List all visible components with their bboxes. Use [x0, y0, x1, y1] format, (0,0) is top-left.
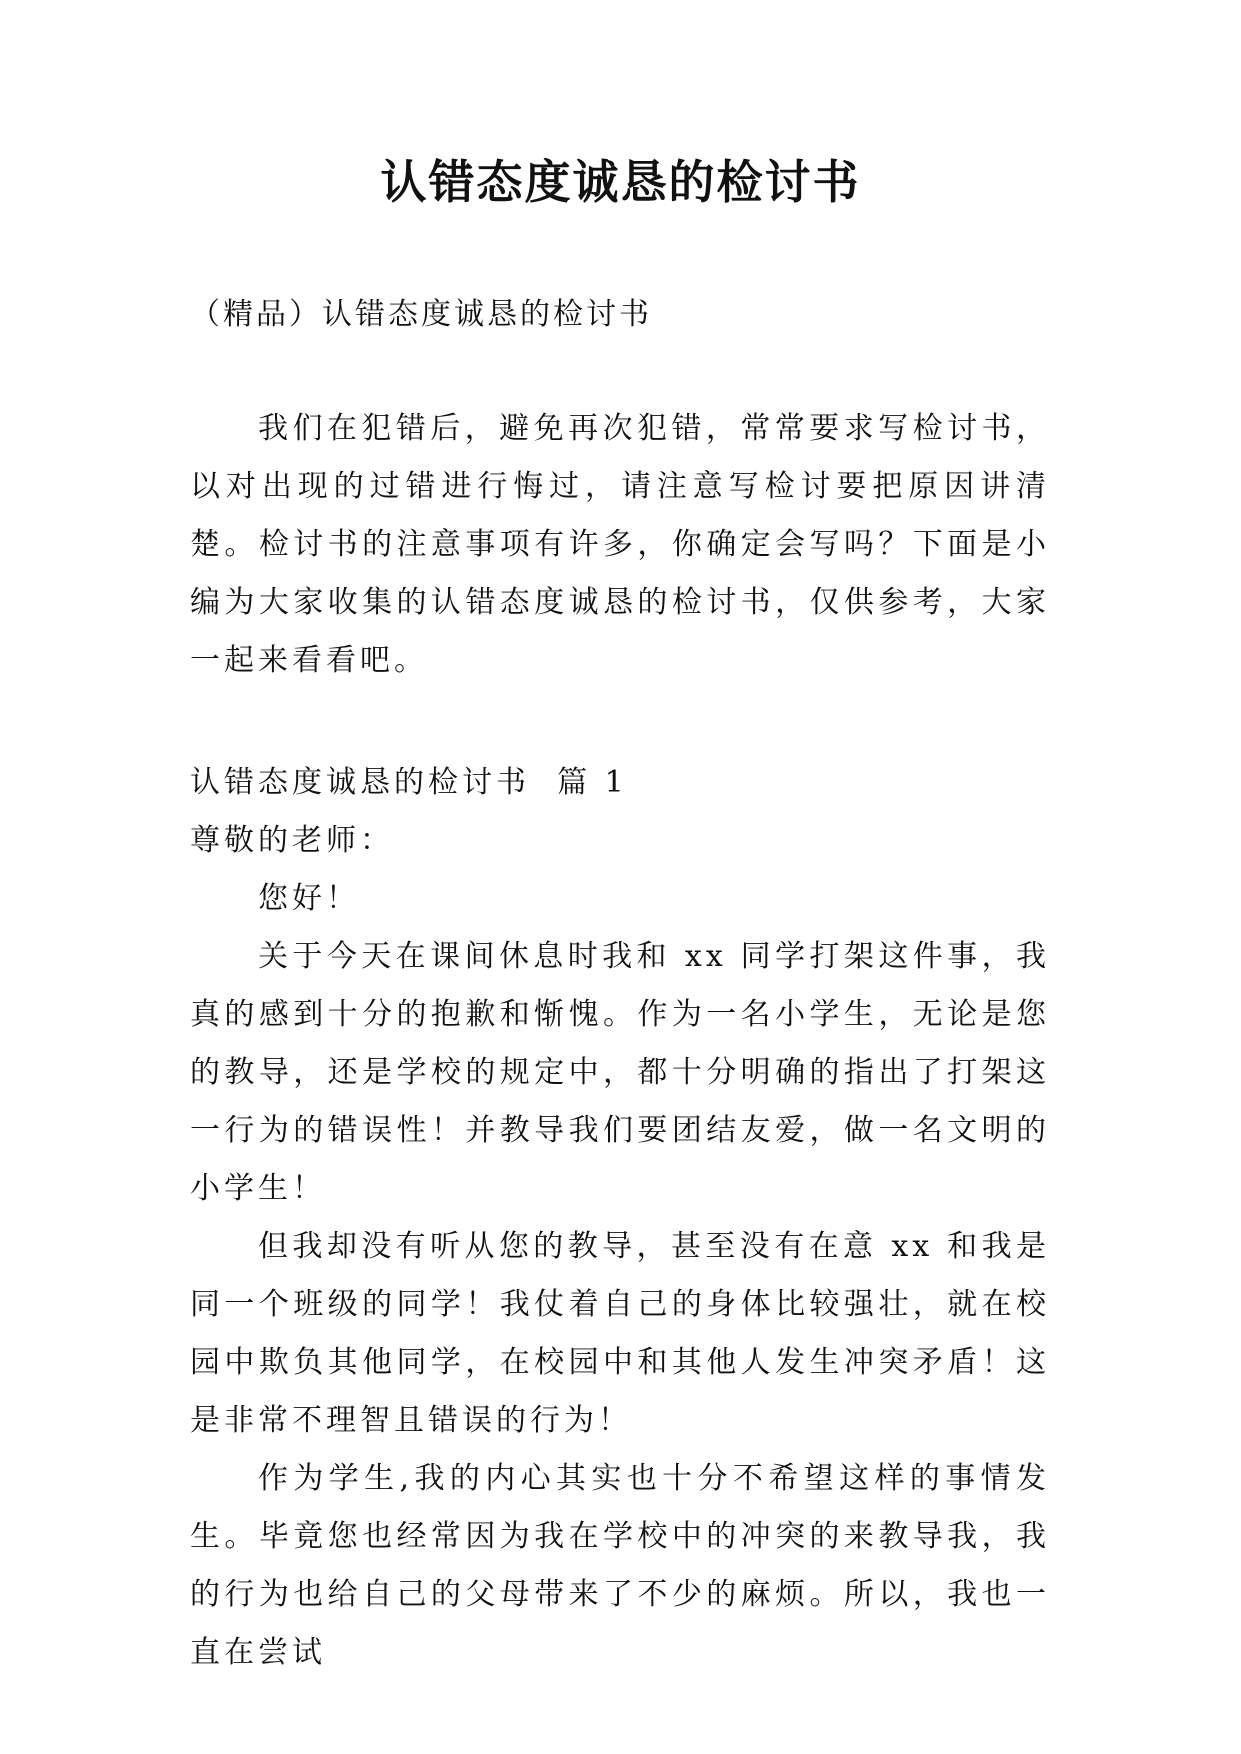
salutation: 尊敬的老师： [190, 823, 394, 858]
greeting: 您好！ [258, 881, 360, 916]
section-block [190, 754, 1050, 1682]
intro-block [190, 400, 1050, 690]
document-subtitle: （精品）认错态度诚恳的检讨书 [190, 297, 652, 332]
body-paragraph-1: 关于今天在课间休息时我和 xx 同学打架这件事，我真的感到十分的抱歉和惭愧。作为一名小学生，无论是您的教导，还是学校的规定中，都十分明确的指出了打架这一行为的错误性！并教导我们要团结友爱，做一名文明的小学生！ [190, 939, 1050, 1206]
intro-paragraph: 我们在犯错后，避免再次犯错，常常要求写检讨书，以对出现的过错进行悔过，请注意写检讨要把原因讲清楚。检讨书的注意事项有许多，你确定会写吗？下面是小编为大家收集的认错态度诚恳的检讨书，仅供参考，大家一起来看看吧。 [190, 411, 1050, 678]
document-title: 认错态度诚恳的检讨书 [380, 155, 861, 209]
body-paragraph-3: 作为学生,我的内心其实也十分不希望这样的事情发生。毕竟您也经常因为我在学校中的冲突的来教导我，我的行为也给自己的父母带来了不少的麻烦。所以，我也一直在尝试 [190, 1461, 1050, 1670]
section-heading: 认错态度诚恳的检讨书 篇 1 [190, 765, 628, 800]
body-paragraph-2: 但我却没有听从您的教导，甚至没有在意 xx 和我是同一个班级的同学！我仗着自己的身体比较强壮，就在校园中欺负其他同学，在校园中和其他人发生冲突矛盾！这是非常不理智且错误的行为！ [190, 1229, 1050, 1438]
